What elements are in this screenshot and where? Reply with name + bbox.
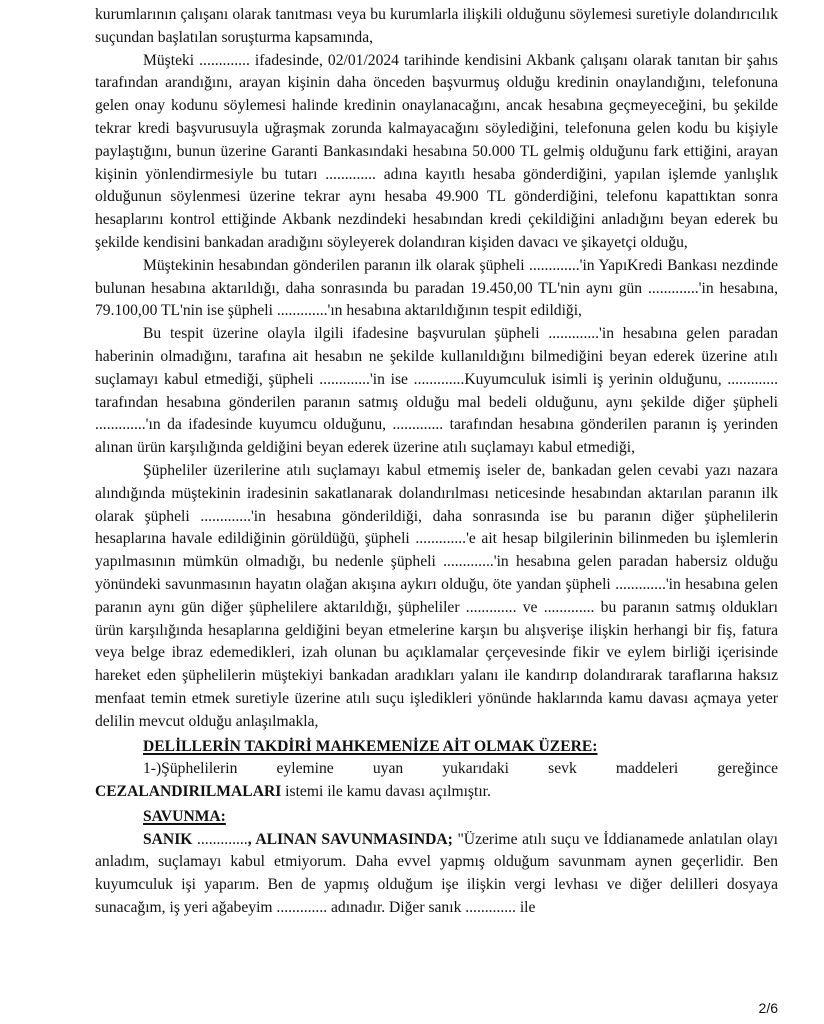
page-number: 2/6 — [758, 1000, 778, 1016]
item-1-bold: CEZALANDIRILMALARI — [95, 783, 282, 801]
heading-defense: SAVUNMA: — [143, 807, 226, 825]
item-1-suffix: istemi ile kamu davası açılmıştır. — [281, 783, 491, 801]
paragraph-defense — [95, 829, 778, 920]
defense-text: "Üzerime atılı suçu ve İddianamede anlatılan olayı anladım, suçlamayı kabul etmiyorum. Daha evvel yapmış olduğum savunmam aynen geçerlidir. Ben kuyumculuk işi yaparım. Ben de yapmış olduğum işe ilişkin vergi levhası ve diğer delilleri dosyaya sunacağım, iş yeri ağabeyim ............. adınadır. Diğer sanık ............. ile — [95, 830, 779, 917]
paragraph-continuation: kurumlarının çalışanı olarak tanıtması veya bu kurumlarla ilişkili olduğunu söylemesi suretiyle dolandırıcılık suçundan başlatılan soruşturma kapsamında, — [95, 6, 778, 46]
item-1-prefix: 1-)Şüphelilerin eylemine uyan yukarıdaki sevk maddeleri gereğince — [143, 760, 778, 778]
item-1-continuation — [95, 781, 778, 804]
defense-mid: ............. — [192, 830, 248, 848]
paragraph-assessment: Şüpheliler üzerilerine atılı suçlamayı kabul etmemiş iseler de, bankadan gelen cevabi yazı nazara alındığında müştekinin iradesinin sakatlanarak dolandırılması neticesinde hesabından aktarılan paranın ilk olarak şüpheli .............'in hesabına gönderildiği, daha sonrasında ise bu paranın diğer şüphelilerin hesaplarına havale edildiğinin görüldüğü, şüpheli .............'e ait hesap bilgilerinin bilinmeden bu işlemlerin yapılmasının mümkün olmadığı, bu nedenle şüpheli .............'in hesabına gelen paradan habersiz olduğu yönündeki savunmasının hayatın olağan akışına aykırı olduğu, öte yandan şüpheli .............'in hesabına gelen paranın aynı gün diğer şüphelilere aktarıldığı, şüpheliler ............. ve ............. bu paranın satmış oldukları ürün karşılığında hesaplarına geldiğini beyan etmelerine karşın bu alışverişe ilişkin herhangi bir fiş, fatura veya belge ibraz edemedikleri, izah olunan bu açıklamalar çerçevesinde fikir ve eylem birliği içerisinde hareket eden şüphelilerin müştekiyi bankadan aradıkları yalanı ile kandırıp dolandırarak taraflarına haksız menfaat temin etmek suretiyle üzerine atılı suçu işledikleri yönünde haklarında kamu davası açmaya yeter delilin mevcut olduğu anlaşılmakla, — [95, 461, 778, 730]
paragraph-complainant-statement: Müşteki ............. ifadesinde, 02/01/2024 tarihinde kendisini Akbank çalışanı olarak tanıtan bir şahıs tarafından arandığını, arayan kişinin daha önceden başvurmuş olduğu kredinin onaylandığını, telefonuna gelen onay kodunu söylemesi halinde kredinin onaylanacağını, ancak hesabına geçmeyeceğini, bu şekilde tekrar kredi başvurusuyla uğraşmak zorunda kalmayacağını söylediğini, telefonuna gelen kodu bu kişiyle paylaştığını, bunun üzerine Garanti Bankasındaki hesabına 50.000 TL gelmiş olduğunu fark ettiğini, arayan kişinin yönlendirmesiyle bu tutarı ............. adına kayıtlı hesaba gönderdiğini, yapılan işlemde yanlışlık olduğunun söylenmesi üzerine tekrar aynı hesaba 49.900 TL gönderdiğini, telefonu kapattıktan sonra hesaplarını kontrol ettiğinde Akbank nezdindeki hesabından kredi çekildiğini anladığını beyan ederek bu şekilde kendisini bankadan aradığını söyleyerek dolandıran kişiden davacı ve şikayetçi olduğu, — [95, 51, 778, 251]
heading-evidence: DELİLLERİN TAKDİRİ MAHKEMENİZE AİT OLMAK ÜZERE: — [143, 737, 598, 755]
defense-bold-2: , ALINAN SAVUNMASINDA; — [247, 830, 453, 848]
paragraph-money-transfer: Müştekinin hesabından gönderilen paranın ilk olarak şüpheli .............'in YapıKredi Bankası nezdinde bulunan hesabına aktarıldığı, daha sonrasında bu paradan 19.450,00 TL'nin aynı gün .............'in hesabına, 79.100,00 TL'nin ise şüpheli .............'ın hesabına aktarıldığının tespit edildiği, — [95, 256, 778, 320]
paragraph-suspect-statements: Bu tespit üzerine olayla ilgili ifadesine başvurulan şüpheli .............'in hesabına gelen paradan haberinin olmadığını, tarafına ait hesabın ne şekilde kullanıldığını bilmediğini beyan ederek üzerine atılı suçlamayı kabul etmediği, şüpheli .............'in ise .............Kuyumculuk isimli iş yerinin olduğunu, ............. tarafından hesabına gönderilen paranın satmış olduğu mal bedeli olduğunu, aynı şekilde diğer şüpheli .............'ın da ifadesinde kuyumcu olduğunu, ............. tarafından hesabına gönderilen paranın iş yerinden alınan ürün karşılığında geldiğini beyan ederek üzerine atılı suçlamayı kabul etmediği, — [95, 325, 778, 457]
defense-bold-1: SANIK — [143, 830, 193, 848]
document-page — [95, 4, 778, 920]
